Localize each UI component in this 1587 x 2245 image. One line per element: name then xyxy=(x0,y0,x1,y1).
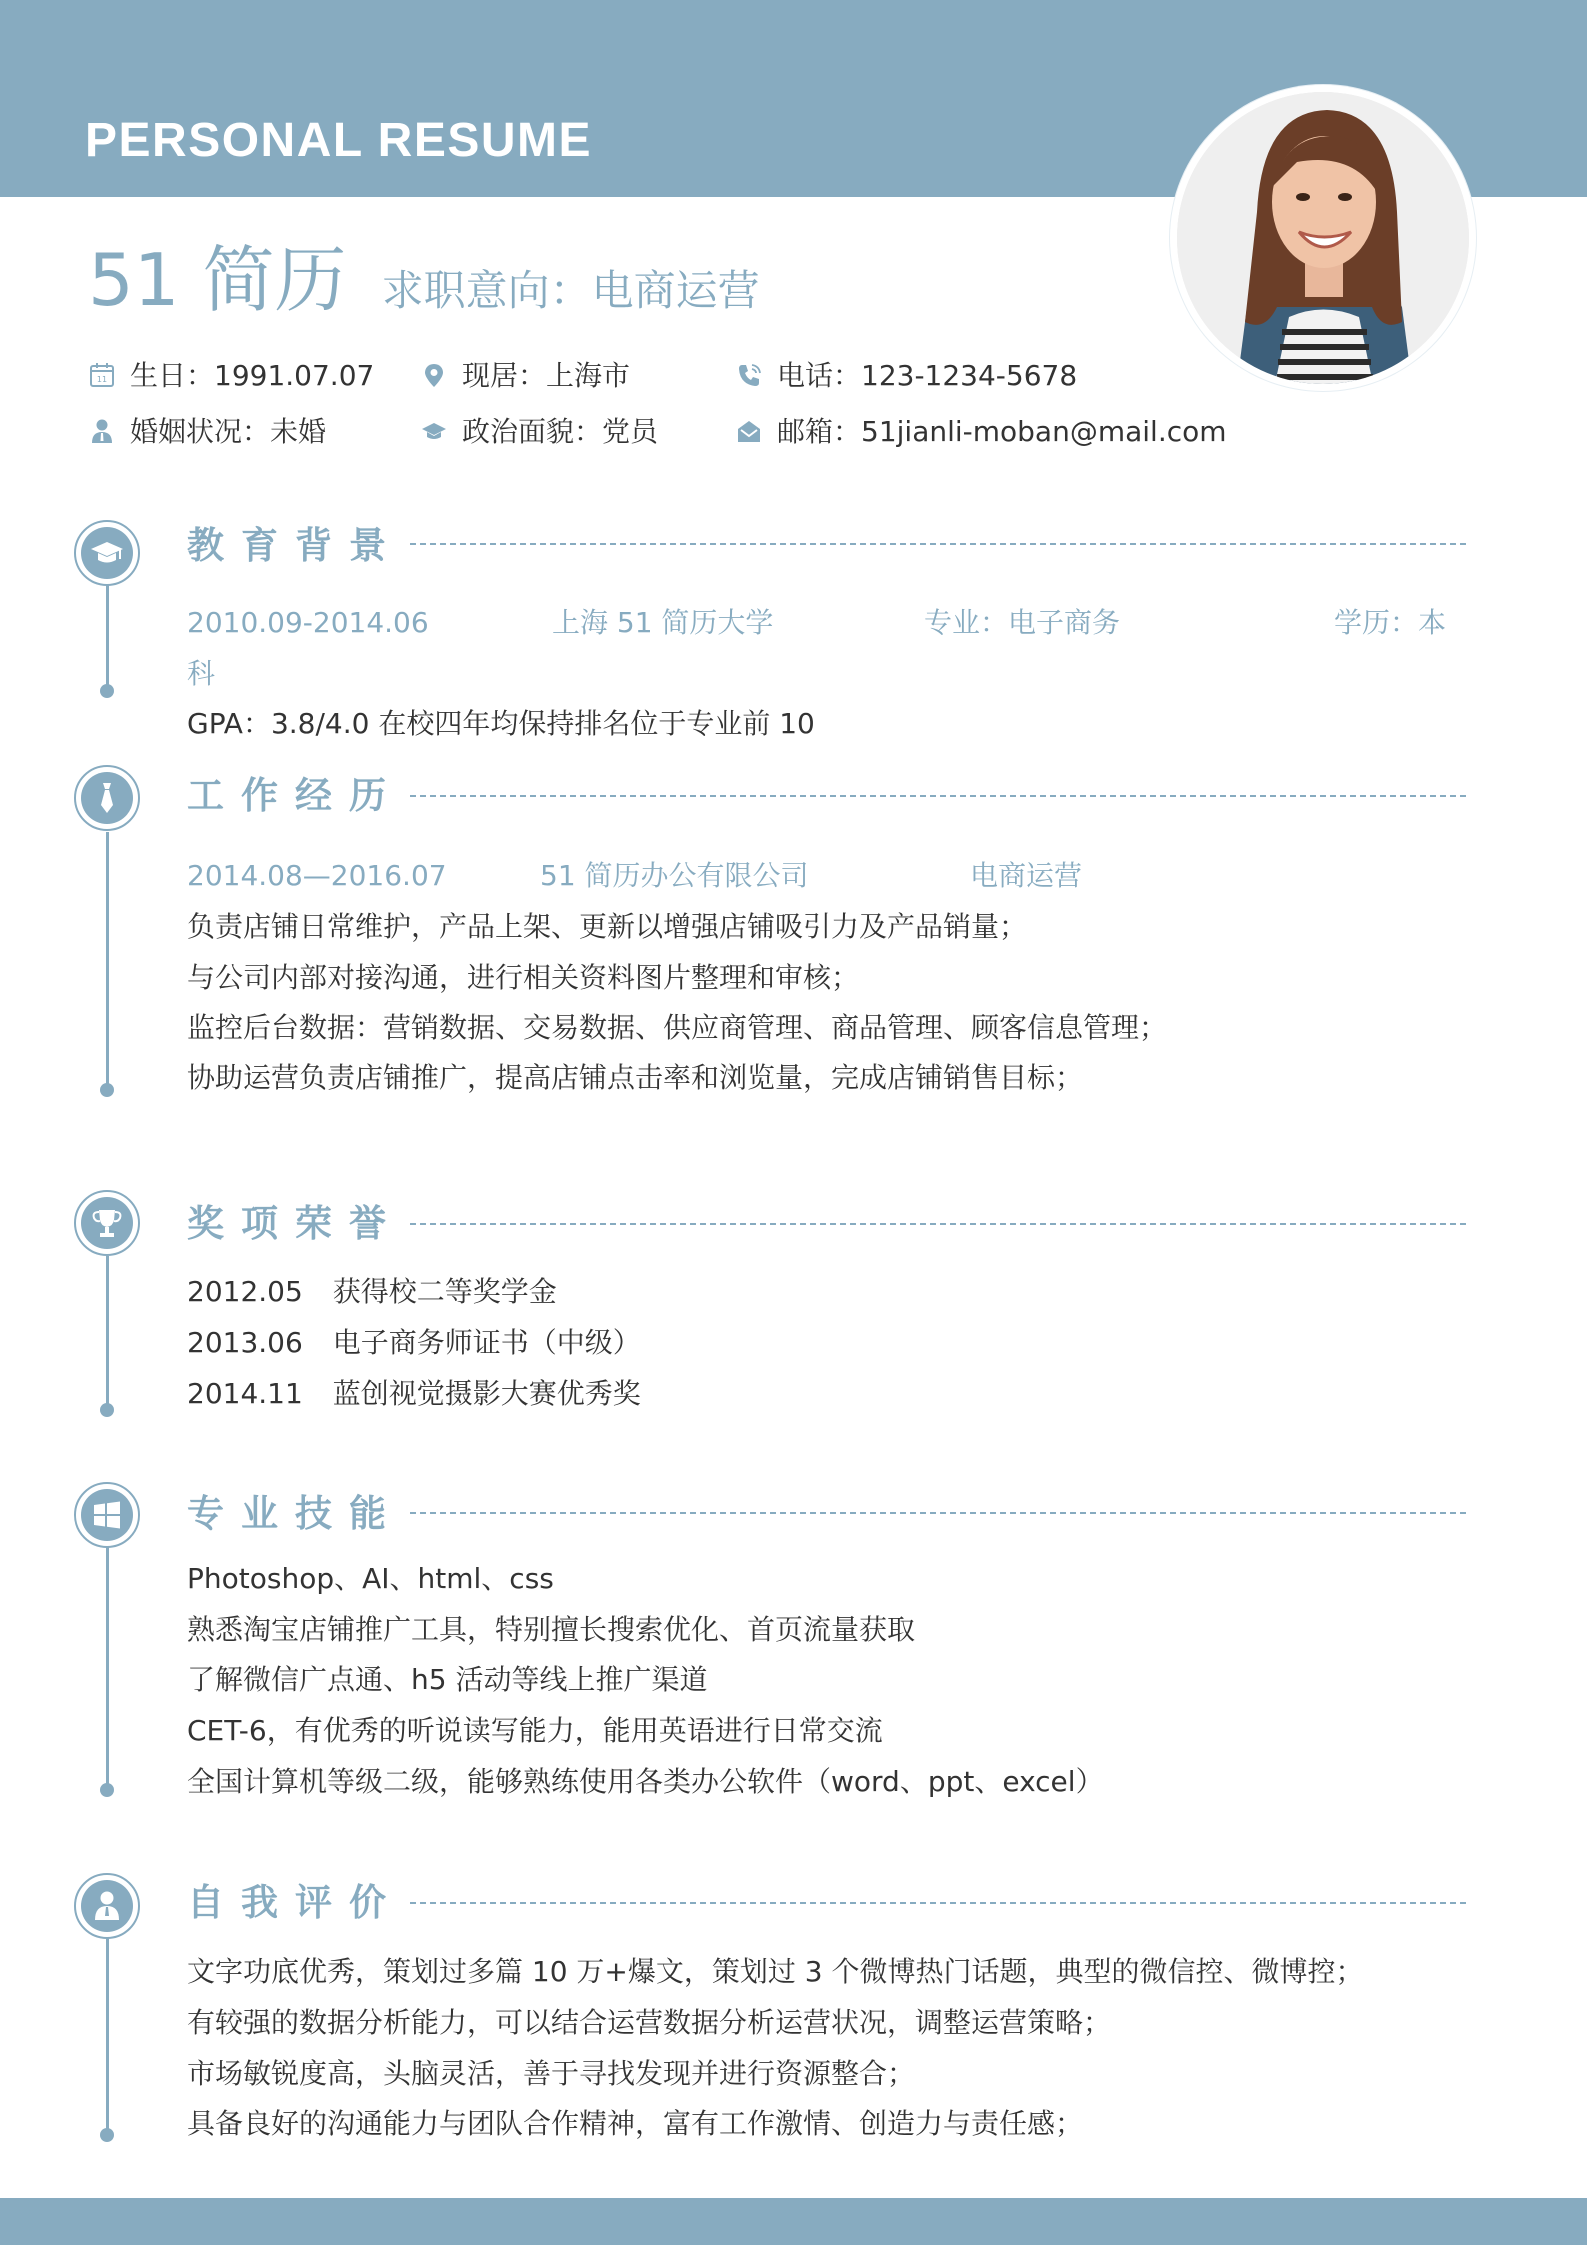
self-eval-item: 有较强的数据分析能力，可以结合运营数据分析运营状况，调整运营策略； xyxy=(187,2006,1112,2039)
phone-text: 电话：123-1234-5678 xyxy=(777,359,1078,392)
skills-timeline xyxy=(106,1546,109,1792)
political-text: 政治面貌：党员 xyxy=(462,415,659,448)
marital-text: 婚姻状况：未婚 xyxy=(130,415,327,448)
self-timeline xyxy=(106,1938,109,2136)
work-divider xyxy=(410,795,1466,797)
education-divider xyxy=(410,543,1466,545)
education-degree: 学历：本 xyxy=(1334,606,1447,639)
tie-icon xyxy=(87,778,127,818)
skill-item: 了解微信广点通、h5 活动等线上推广渠道 xyxy=(187,1663,708,1696)
skill-item: 熟悉淘宝店铺推广工具，特别擅长搜索优化、首页流量获取 xyxy=(187,1613,916,1646)
education-major: 专业：电子商务 xyxy=(924,606,1121,639)
awards-timeline xyxy=(106,1256,109,1412)
award-name: 电子商务师证书（中级） xyxy=(332,1326,641,1359)
work-company: 51 简历办公有限公司 xyxy=(540,859,809,892)
work-duty: 协助运营负责店铺推广，提高店铺点击率和浏览量，完成店铺销售目标； xyxy=(187,1061,1084,1094)
education-gpa: GPA：3.8/4.0 在校四年均保持排名位于专业前 10 xyxy=(187,707,815,740)
job-intent: 求职意向：电商运营 xyxy=(381,266,760,315)
user-icon xyxy=(87,1886,127,1926)
info-political xyxy=(420,412,658,452)
banner-title: PERSONAL RESUME xyxy=(85,114,593,167)
info-residence xyxy=(420,356,630,396)
skill-item: Photoshop、AI、html、css xyxy=(187,1562,554,1595)
award-date: 2014.11 xyxy=(187,1377,303,1410)
location-pin-icon xyxy=(420,360,448,388)
skill-item: CET-6，有优秀的听说读写能力，能用英语进行日常交流 xyxy=(187,1714,883,1747)
email-text: 邮箱：51jianli-moban@mail.com xyxy=(777,415,1227,448)
self-eval-item: 市场敏锐度高，头脑灵活，善于寻找发现并进行资源整合； xyxy=(187,2057,916,2090)
skills-timeline-end xyxy=(100,1783,114,1797)
work-title: 工作经历 xyxy=(187,774,403,817)
avatar-photo xyxy=(1177,92,1469,384)
work-duty: 监控后台数据：营销数据、交易数据、供应商管理、商品管理、顾客信息管理； xyxy=(187,1011,1168,1044)
graduation-cap-icon xyxy=(87,533,127,573)
work-position: 电商运营 xyxy=(970,859,1083,892)
info-email xyxy=(735,412,1227,452)
awards-divider xyxy=(410,1223,1466,1225)
education-timeline xyxy=(106,580,109,692)
education-section-icon xyxy=(74,520,140,586)
award-item xyxy=(187,1272,557,1312)
info-phone xyxy=(735,356,1077,396)
awards-section-icon xyxy=(74,1190,140,1256)
footer-band xyxy=(0,2198,1587,2245)
work-timeline-end xyxy=(100,1083,114,1097)
award-date: 2013.06 xyxy=(187,1326,303,1359)
work-timeline xyxy=(106,832,109,1092)
skills-divider xyxy=(410,1512,1466,1514)
education-timeline-end xyxy=(100,684,114,698)
award-name: 获得校二等奖学金 xyxy=(332,1275,557,1308)
info-marital xyxy=(88,412,326,452)
award-item xyxy=(187,1374,641,1414)
education-degree-wrap: 科 xyxy=(187,657,216,690)
mail-icon xyxy=(735,416,763,444)
applicant-name: 51 简历 xyxy=(88,238,347,322)
awards-title: 奖项荣誉 xyxy=(187,1202,403,1245)
self-section-icon xyxy=(74,1873,140,1939)
work-section-icon xyxy=(74,765,140,831)
phone-icon xyxy=(735,360,763,388)
skills-title: 专业技能 xyxy=(187,1492,403,1535)
graduation-cap-icon xyxy=(420,416,448,444)
info-birthday xyxy=(88,356,374,396)
self-eval-item: 具备良好的沟通能力与团队合作精神，富有工作激情、创造力与责任感； xyxy=(187,2107,1084,2140)
awards-timeline-end xyxy=(100,1403,114,1417)
self-eval-item: 文字功底优秀，策划过多篇 10 万+爆文，策划过 3 个微博热门话题，典型的微信控、微博控； xyxy=(187,1955,1364,1988)
self-title: 自我评价 xyxy=(187,1881,403,1924)
svg-text:11: 11 xyxy=(96,375,108,384)
self-divider xyxy=(410,1902,1466,1904)
skill-item: 全国计算机等级二级，能够熟练使用各类办公软件（word、ppt、excel） xyxy=(187,1765,1104,1798)
residence-text: 现居：上海市 xyxy=(462,359,631,392)
calendar-icon xyxy=(88,360,116,388)
education-school: 上海 51 简历大学 xyxy=(552,606,774,639)
education-period: 2010.09-2014.06 xyxy=(187,606,429,639)
trophy-icon xyxy=(87,1203,127,1243)
name-line xyxy=(88,222,760,322)
self-timeline-end xyxy=(100,2128,114,2142)
award-item xyxy=(187,1323,641,1363)
award-name: 蓝创视觉摄影大赛优秀奖 xyxy=(332,1377,641,1410)
work-duty: 与公司内部对接沟通，进行相关资料图片整理和审核； xyxy=(187,961,860,994)
windows-icon xyxy=(87,1495,127,1535)
work-duty: 负责店铺日常维护，产品上架、更新以增强店铺吸引力及产品销量； xyxy=(187,910,1028,943)
education-title: 教育背景 xyxy=(187,524,403,567)
person-icon xyxy=(88,416,116,444)
skills-section-icon xyxy=(74,1482,140,1548)
work-period: 2014.08—2016.07 xyxy=(187,859,447,892)
birthday-text: 生日：1991.07.07 xyxy=(130,359,375,392)
award-date: 2012.05 xyxy=(187,1275,303,1308)
